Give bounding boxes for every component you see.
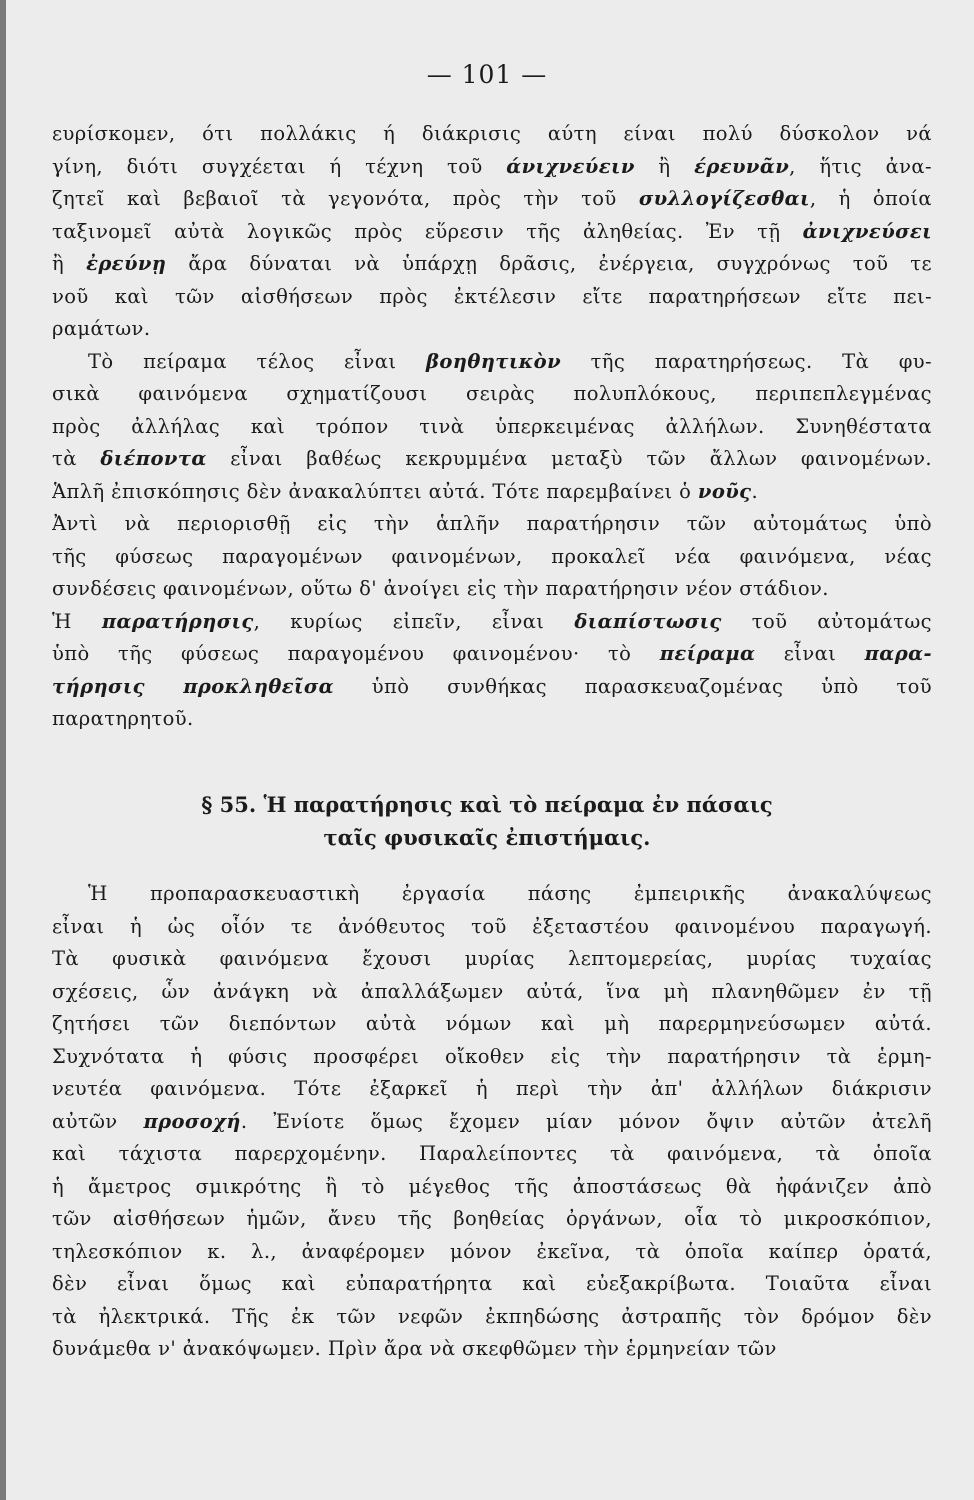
- paragraph-top: [52, 118, 932, 346]
- text-line: ζητήσει τῶν διεπόντων αὐτὰ νόμων καὶ μὴ παρερμηνεύσωμεν αὐτά.: [52, 1012, 932, 1035]
- text-line: νοῦ καὶ τῶν αἰσθήσεων πρὸς ἐκτέλεσιν εἴτε παρατηρήσεων εἴτε πει-: [52, 284, 932, 308]
- text-line: Συχνότατα ἡ φύσις προσφέρει οἴκοθεν εἰς τὴν παρατήρησιν τὰ ἑρμη-: [52, 1044, 932, 1068]
- paragraph-instead: [52, 508, 932, 606]
- text-line: καὶ τάχιστα παρερχομένην. Παραλείποντες τὰ φαινόμενα, τὰ ὁποῖα: [52, 1142, 932, 1165]
- text-line: Ἁπλῆ ἐπισκόπησις δὲν ἀνακαλύπτει αὐτά. Τότε παρεμβαίνει ὁ νοῦς.: [52, 479, 759, 503]
- text-line: παρατηρητοῦ.: [52, 707, 194, 730]
- section-heading: [0, 788, 974, 854]
- text-line: ραμάτων.: [52, 317, 151, 340]
- text-line: πρὸς ἀλλήλας καὶ τρόπον τινὰ ὑπερκειμένας ἀλλήλων. Συνηθέστατα: [52, 414, 932, 438]
- text-line: Ἡ προπαρασκευαστικὴ ἐργασία πάσης ἐμπειρικῆς ἀνακαλύψεως: [88, 882, 932, 905]
- page-left-edge: [0, 0, 6, 1500]
- text-line: γίνη, διότι συγχέεται ή τέχνη τοῦ άνιχνεύειν ἢ έρευνᾶν, ἥτις ἀνα-: [52, 154, 932, 178]
- text-line: Τὸ πείραμα τέλος εἶναι βοηθητικὸν τῆς παρατηρήσεως. Τὰ φυ-: [88, 349, 932, 373]
- emphasized-term: νοῦς: [697, 479, 752, 503]
- text-line: τηλεσκόπιον κ. λ., ἀναφέρομεν μόνον ἐκεῖνα, τὰ ὁποῖα καίπερ ὁρατά,: [52, 1239, 932, 1263]
- emphasized-term: τήρησις προκληθεῖσα: [52, 674, 335, 698]
- emphasized-term: άνιχνεύειν: [506, 154, 635, 178]
- paragraph-experiment: [52, 346, 932, 509]
- page-number: — 101 —: [426, 60, 548, 89]
- text-line: Ἡ παρατήρησις, κυρίως εἰπεῖν, εἶναι διαπίστωσις τοῦ αὐτομάτως: [52, 609, 932, 633]
- text-line: τῶν αἰσθήσεων ἡμῶν, ἄνευ τῆς βοηθείας ὀργάνων, οἷα τὸ μικροσκόπιον,: [52, 1207, 932, 1230]
- section-heading-line-1: § 55. Ἡ παρατήρησις καὶ τὸ πείραμα ἐν πάσαις: [201, 792, 773, 817]
- emphasized-term: διέποντα: [100, 447, 207, 470]
- text-line: Ἀντὶ νὰ περιορισθῇ εἰς τὴν ἁπλῆν παρατήρησιν τῶν αὐτομάτως ὑπὸ: [52, 512, 932, 535]
- text-line: συνδέσεις φαινομένων, οὕτω δ' ἀνοίγει εἰς τὴν παρατήρησιν νέον στάδιον.: [52, 577, 829, 600]
- emphasized-term: παρατήρησις: [101, 609, 254, 633]
- emphasized-term: πείραμα: [659, 642, 756, 665]
- text-line: αὐτῶν προσοχή. Ἐνίοτε ὅμως ἔχομεν μίαν μόνον ὄψιν αὐτῶν ἀτελῆ: [52, 1109, 932, 1133]
- text-line: δὲν εἶναι ὅμως καὶ εὐπαρατήρητα καὶ εὐεξακρίβωτα. Τοιαῦτα εἶναι: [52, 1272, 932, 1295]
- text-line: ζητεῖ καὶ βεβαιοῖ τὰ γεγονότα, πρὸς τὴν τοῦ συλλογίζεσθαι, ἡ ὁποία: [52, 187, 932, 210]
- text-line: τὰ ἠλεκτρικά. Τῆς ἐκ τῶν νεφῶν ἐκπηδώσης ἀστραπῆς τὸν δρόμον δὲν: [52, 1304, 932, 1328]
- text-line: σικὰ φαινόμενα σχηματίζουσι σειρὰς πολυπλόκους, περιπεπλεγμένας: [52, 382, 932, 405]
- text-line: δυνάμεθα ν' ἀνακόψωμεν. Πρὶν ἄρα νὰ σκεφθῶμεν τὴν ἑρμηνείαν τῶν: [52, 1337, 777, 1360]
- emphasized-term: ἐρεύνῃ: [86, 252, 167, 275]
- text-line: σχέσεις, ὧν ἀνάγκη νὰ ἀπαλλάξωμεν αὐτά, ἵνα μὴ πλανηθῶμεν ἐν τῇ: [52, 979, 932, 1003]
- text-line: ευρίσκομεν, ότι πολλάκις ή διάκρισις αύτη είναι πολύ δύσκολον νά: [52, 122, 932, 145]
- text-line: τήρησις προκληθεῖσα ὑπὸ συνθήκας παρασκευαζομένας ὑπὸ τοῦ: [52, 674, 932, 698]
- emphasized-term: παρα-: [864, 642, 932, 665]
- paragraph-bottom: [52, 878, 932, 1366]
- text-line: ταξινομεῖ αὐτὰ λογικῶς πρὸς εὕρεσιν τῆς ἀληθείας. Ἐν τῇ ἀνιχνεύσει: [52, 219, 932, 243]
- text-line: ἢ ἐρεύνῃ ἄρα δύναται νὰ ὑπάρχῃ δρᾶσις, ἐνέργεια, συγχρόνως τοῦ τε: [52, 252, 932, 275]
- emphasized-term: ἀνιχνεύσει: [802, 219, 932, 243]
- section-heading-line-2: ταῖς φυσικαῖς ἐπιστήμαις.: [323, 825, 651, 850]
- body-text-upper: [52, 118, 932, 736]
- emphasized-term: προσοχή: [143, 1109, 241, 1133]
- emphasized-term: έρευνᾶν: [694, 154, 790, 178]
- text-line: Τὰ φυσικὰ φαινόμενα ἔχουσι μυρίας λεπτομερείας, μυρίας τυχαίας: [52, 947, 932, 970]
- paragraph-observation: [52, 606, 932, 736]
- emphasized-term: διαπίστωσις: [574, 609, 722, 633]
- emphasized-term: συλλογίζεσθαι: [638, 187, 810, 210]
- text-line: τῆς φύσεως παραγομένων φαινομένων, προκαλεῖ νέα φαινόμενα, νέας: [52, 544, 932, 568]
- body-text-lower: [52, 878, 932, 1366]
- text-line: ἡ ἄμετρος σμικρότης ἢ τὸ μέγεθος τῆς ἀποστάσεως θὰ ἠφάνιζεν ἀπὸ: [52, 1174, 932, 1198]
- text-line: ὑπὸ τῆς φύσεως παραγομένου φαινομένου· τὸ πείραμα εἶναι παρα-: [52, 642, 932, 665]
- text-line: τὰ διέποντα εἶναι βαθέως κεκρυμμένα μεταξὺ τῶν ἄλλων φαινομένων.: [52, 447, 932, 470]
- emphasized-term: βοηθητικὸν: [425, 349, 562, 373]
- text-line: εἶναι ἡ ὡς οἷόν τε ἀνόθευτος τοῦ ἐξεταστέου φαινομένου παραγωγή.: [52, 914, 932, 938]
- text-line: νευτέα φαινόμενα. Τότε ἐξαρκεῖ ἡ περὶ τὴν ἀπ' ἀλλήλων διάκρισιν: [52, 1077, 932, 1100]
